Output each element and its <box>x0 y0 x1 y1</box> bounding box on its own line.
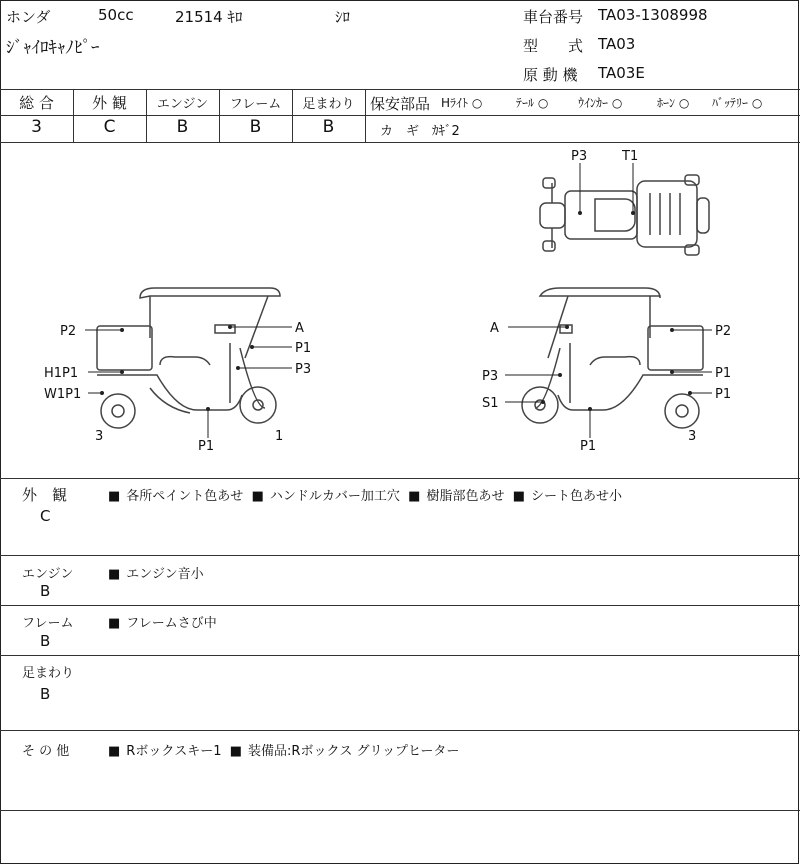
engine-label: 原 動 機 <box>523 66 578 84</box>
rule <box>0 810 800 811</box>
diagram-label: P1 <box>295 341 312 356</box>
remark-grade-engine: B <box>40 582 51 600</box>
diagram-label: P1 <box>715 387 732 402</box>
remark-notes-exterior: ■ 各所ペイント色あせ ■ ハンドルカバー加工穴 ■ 樹脂部色あせ ■ シート色あせ小 <box>108 485 622 504</box>
diagram-label: T1 <box>622 149 639 164</box>
rule <box>365 89 366 142</box>
safety-item-tail: ﾃｰﾙ ○ <box>516 96 549 110</box>
remark-grade-exterior: C <box>40 507 51 525</box>
remark-label-suspension: 足まわり <box>22 666 75 681</box>
diagram-label: P1 <box>715 366 732 381</box>
grade-header-exterior: 外 観 <box>92 94 127 112</box>
remark-label-exterior: 外 観 <box>22 486 68 504</box>
grade-header-engine: エンジン <box>156 97 209 112</box>
rule <box>0 730 800 731</box>
rule <box>0 478 800 479</box>
damage-diagram <box>0 143 800 478</box>
left-view-scooter <box>97 288 280 428</box>
status-mark: ○ <box>678 96 690 110</box>
diagram-label: 1 <box>275 429 284 444</box>
key-value: ｶｷﾞ2 <box>432 124 460 139</box>
remark-notes-other: ■ Rボックスキー1 ■ 装備品:Rボックス グリップヒーター <box>108 740 459 759</box>
grade-total: 3 <box>31 117 42 137</box>
diagram-label: H1P1 <box>44 366 79 381</box>
grade-exterior: C <box>103 117 116 137</box>
remark-notes-engine: ■ エンジン音小 <box>108 563 204 582</box>
key-label: カ ギ <box>380 124 420 139</box>
diagram-label: P3 <box>482 369 499 384</box>
rule <box>0 655 800 656</box>
top-view-scooter <box>540 175 709 255</box>
grade-suspension: B <box>322 117 335 137</box>
frame-no: TA03-1308998 <box>598 6 708 24</box>
remark-grade-frame: B <box>40 632 51 650</box>
type-label: 型 式 <box>523 37 584 55</box>
rule <box>0 605 800 606</box>
right-view-scooter <box>522 288 703 428</box>
maker: ホンダ <box>6 8 51 26</box>
safety-item-horn: ﾎｰﾝ ○ <box>657 96 690 110</box>
remark-grade-suspension: B <box>40 685 51 703</box>
diagram-label: 3 <box>95 429 104 444</box>
diagram-label: A <box>295 321 304 336</box>
grade-header-frame: フレーム <box>229 97 282 112</box>
grade-header-total: 総 合 <box>19 94 54 112</box>
rule <box>0 115 365 116</box>
rule <box>365 115 800 116</box>
diagram-label: A <box>490 321 499 336</box>
grade-engine: B <box>176 117 189 137</box>
safety-item-headlight: Hﾗｲﾄ ○ <box>441 96 483 110</box>
rule <box>0 555 800 556</box>
mileage: 21514 ｷﾛ <box>175 8 243 26</box>
rule <box>0 89 800 90</box>
diagram-label: W1P1 <box>44 387 82 402</box>
remark-label-engine: エンジン <box>22 567 74 582</box>
diagram-label: P1 <box>198 439 215 454</box>
status-mark: ○ <box>537 96 549 110</box>
engine-value: TA03E <box>598 64 645 82</box>
status-mark: ○ <box>471 96 483 110</box>
diagram-label: P1 <box>580 439 597 454</box>
remark-notes-frame: ■ フレームさび中 <box>108 612 217 631</box>
displacement: 50cc <box>98 6 134 24</box>
remark-label-other: そ の 他 <box>22 744 70 759</box>
diagram-label: P2 <box>60 324 77 339</box>
grade-header-suspension: 足まわり <box>302 97 355 112</box>
diagram-label: S1 <box>482 396 499 411</box>
safety-item-battery: ﾊﾞｯﾃﾘｰ ○ <box>712 96 763 110</box>
safety-title: 保安部品 <box>370 95 431 113</box>
status-mark: ○ <box>611 96 623 110</box>
diagram-label: P3 <box>571 149 588 164</box>
type-value: TA03 <box>598 35 636 53</box>
remark-label-frame: フレーム <box>22 616 74 631</box>
safety-item-winker: ｳｲﾝｶｰ ○ <box>578 96 623 110</box>
model-name: ｼﾞｬｲﾛｷｬﾉﾋﾟｰ <box>6 38 100 58</box>
diagram-label: P3 <box>295 362 312 377</box>
diagram-label: 3 <box>688 429 697 444</box>
diagram-label: P2 <box>715 324 732 339</box>
grade-frame: B <box>249 117 262 137</box>
status-mark: ○ <box>751 96 763 110</box>
color: ｼﾛ <box>335 8 351 26</box>
frame-no-label: 車台番号 <box>523 8 584 26</box>
